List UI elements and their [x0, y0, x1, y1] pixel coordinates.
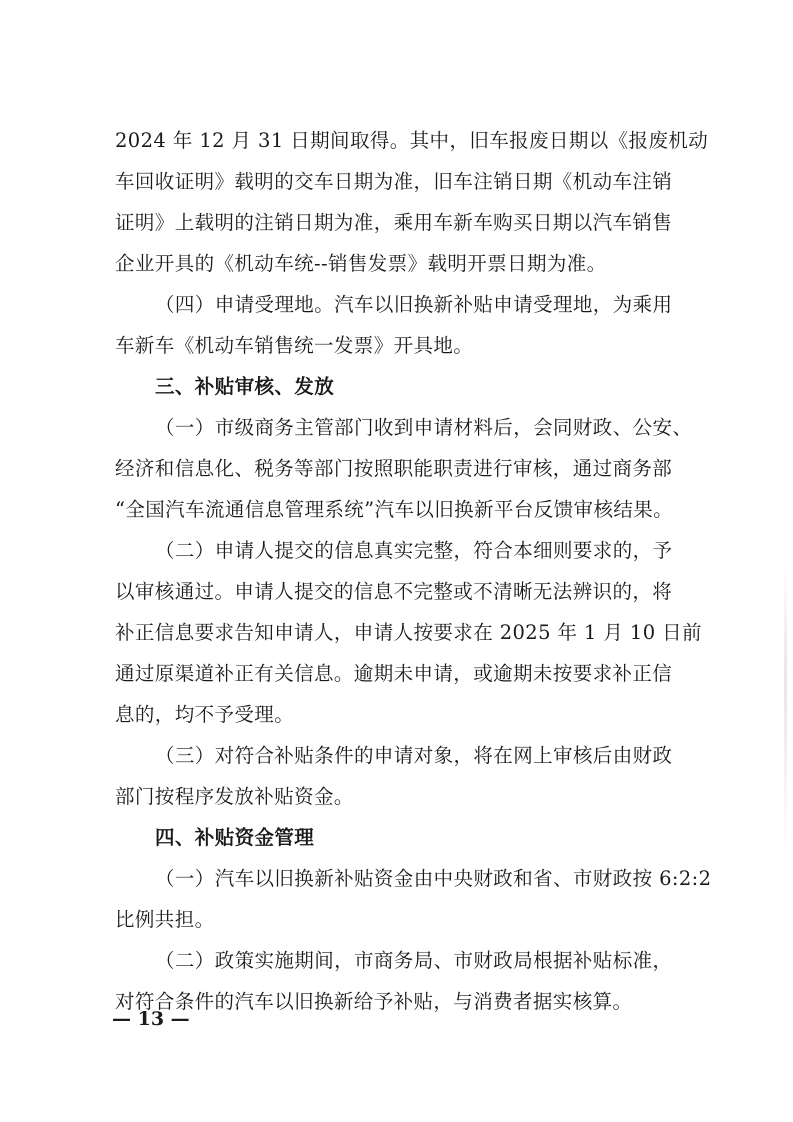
- text-line: 比例共担。: [115, 908, 215, 931]
- text-line: 证明》上载明的注销日期为准，乘用车新车购买日期以汽车销售: [115, 211, 673, 234]
- text-line: 对符合条件的汽车以旧换新给予补贴，与消费者据实核算。: [115, 990, 633, 1013]
- text-line: （一）市级商务主管部门收到申请材料后，会同财政、公安、: [155, 416, 693, 439]
- text-line: 息的，均不予受理。: [115, 703, 295, 726]
- text-line: 以审核通过。申请人提交的信息不完整或不清晰无法辨识的，将: [115, 580, 673, 603]
- text-line: 企业开具的《机动车统--销售发票》载明开票日期为准。: [115, 252, 607, 275]
- section-heading: 四、补贴资金管理: [155, 826, 315, 849]
- body-text: [115, 120, 712, 1022]
- text-line: （一）汽车以旧换新补贴资金由中央财政和省、市财政按 6:2:2: [155, 867, 712, 890]
- text-line: 车新车《机动车销售统一发票》开具地。: [115, 334, 474, 357]
- text-line: 经济和信息化、税务等部门按照职能职责进行审核，通过商务部: [115, 457, 673, 480]
- text-line: （二）政策实施期间，市商务局、市财政局根据补贴标准，: [155, 949, 673, 972]
- text-line: “全国汽车流通信息管理系统”汽车以旧换新平台反馈审核结果。: [115, 498, 674, 521]
- text-line: （二）申请人提交的信息真实完整，符合本细则要求的，予: [155, 539, 673, 562]
- text-line: （四）申请受理地。汽车以旧换新补贴申请受理地，为乘用: [155, 293, 673, 316]
- text-line: 部门按程序发放补贴资金。: [115, 785, 354, 808]
- text-line: 车回收证明》载明的交车日期为准，旧车注销日期《机动车注销: [115, 170, 673, 193]
- page-number: — 13 —: [112, 1008, 190, 1030]
- text-line: 通过原渠道补正有关信息。逾期未申请，或逾期未按要求补正信: [115, 662, 673, 685]
- section-heading: 三、补贴审核、发放: [155, 375, 335, 398]
- scan-edge-mark: [784, 560, 787, 860]
- text-line: 补正信息要求告知申请人，申请人按要求在 2025 年 1 月 10 日前: [115, 621, 702, 644]
- text-line: 2024 年 12 月 31 日期间取得。其中，旧车报废日期以《报废机动: [115, 129, 709, 152]
- text-line: （三）对符合补贴条件的申请对象，将在网上审核后由财政: [155, 744, 673, 767]
